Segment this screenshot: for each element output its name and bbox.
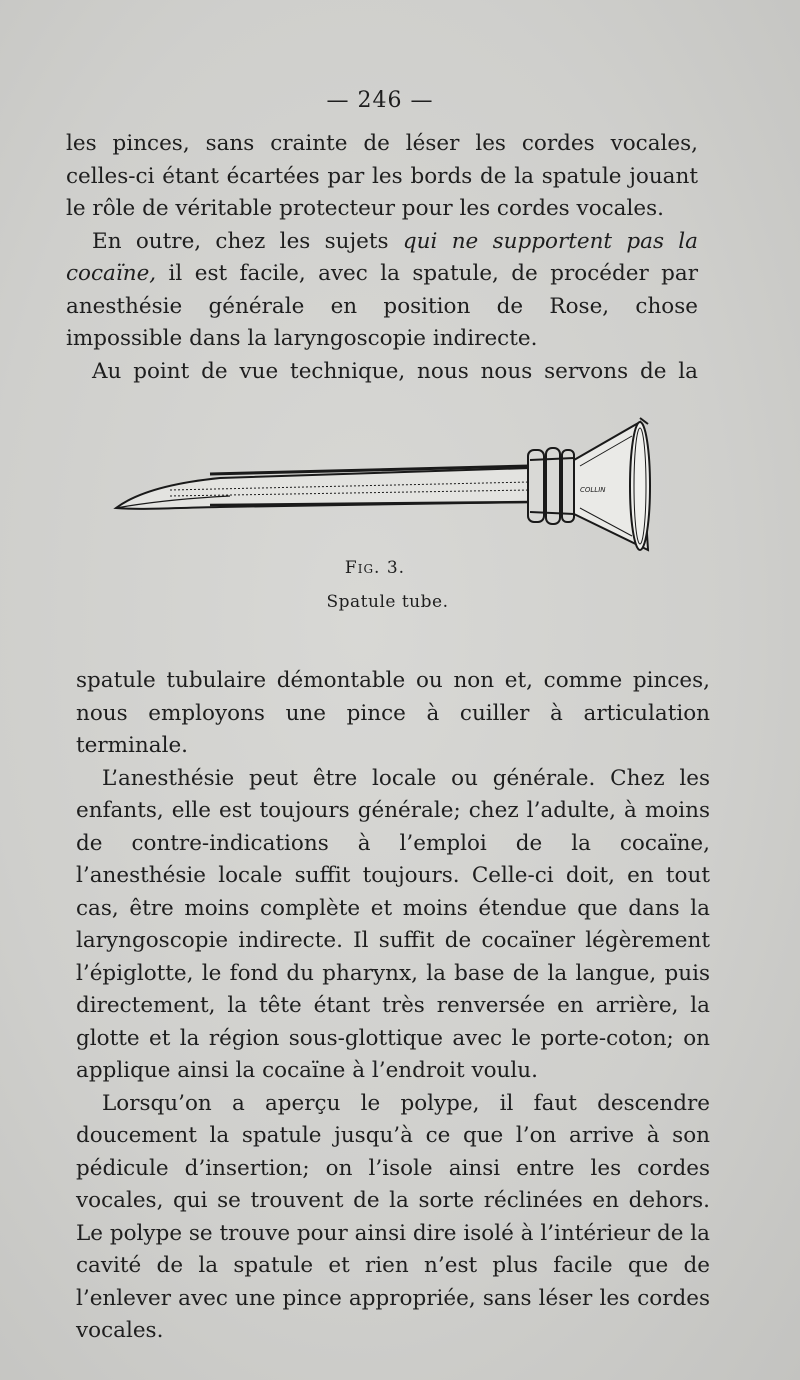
paragraph-cocaine-after: il est facile, avec la spatule, de procéder par anesthésie générale en position de Rose, chose impossible dans la laryngoscopie indirecte. <box>66 261 698 351</box>
spatula-tube-funnel <box>574 418 650 550</box>
paragraph-cocaine <box>66 226 698 356</box>
spatula-tube-collar <box>528 448 574 524</box>
page-number: — 246 — <box>326 88 434 113</box>
maker-engraving: COLLIN <box>580 486 606 494</box>
paragraph-technique: Au point de vue technique, nous nous servons de la <box>92 358 698 384</box>
paragraph-anesthesie: L’anesthésie peut être locale ou générale. Chez les enfants, elle est toujours générale; chez l’adulte, à moins de contre-indications à l’emploi de la cocaïne, l’anesthésie locale suffit toujours. Celle-ci doit, en tout cas, être moins complète et moins étendue que dans la laryngoscopie indirecte. Il suffit de cocaïner légèrement l’épiglotte, le fond du pharynx, la base de la langue, puis directement, la tête étant très renversée en arrière, la glotte et la région sous-glottique avec le porte-coton; on applique ainsi la cocaïne à l’endroit voulu. <box>76 765 710 1083</box>
paragraph-spatule: spatule tubulaire démontable ou non et, comme pinces, nous employons une pince à cuiller à articulation terminale. <box>76 668 710 758</box>
bottom-text-block <box>76 665 710 1348</box>
top-text-block <box>66 128 698 388</box>
spatula-tube-illustration <box>110 410 660 560</box>
paragraph-polype: Lorsqu’on a aperçu le polype, il faut descendre doucement la spatule jusqu’à ce que l’on arrive à son pédicule d’insertion; on l’isole ainsi entre les cordes vocales, qui se trouvent de la sorte réclinées en dehors. Le polype se trouve pour ainsi dire isolé à l’intérieur de la cavité de la spatule et rien n’est plus facile que de l’enlever avec une pince appropriée, sans léser les cordes vocales. <box>76 1090 710 1343</box>
figure-label: Fig. 3. <box>344 558 406 578</box>
spatula-tube-shaft <box>116 466 530 509</box>
paragraph-cocaine-before: En outre, chez les sujets <box>92 228 403 254</box>
figure-caption: Spatule tube. <box>326 592 449 612</box>
paragraph-continuation: les pinces, sans crainte de léser les cordes vocales, celles-ci étant écartées par les bords de la spatule jouant le rôle de véritable protecteur pour les cordes vocales. <box>66 131 698 221</box>
paragraph-cocaine-italic: qui ne supportent pas la cocaïne, <box>66 228 699 286</box>
